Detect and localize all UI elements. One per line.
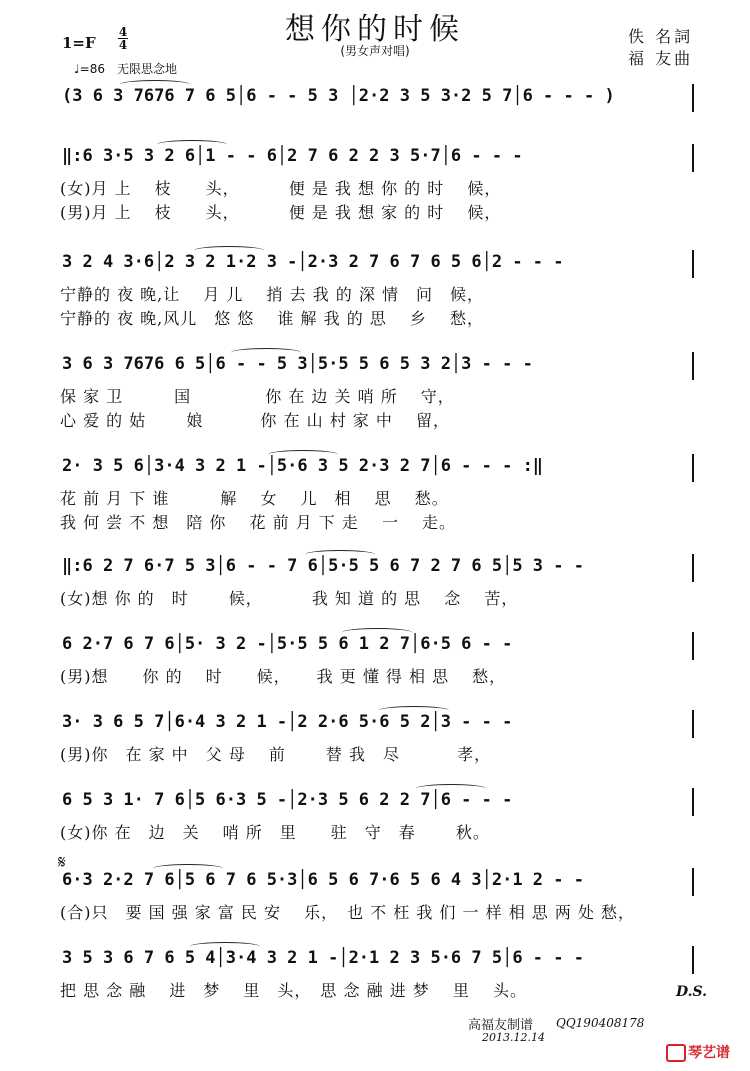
- meter-top: 4: [118, 25, 128, 39]
- barline: [692, 84, 694, 112]
- notation-row: 2· 3 5 6│3·4 3 2 1 -│5·6 3 5 2·3 2 7│6 - - - :‖: [62, 456, 544, 476]
- slur-mark: [379, 706, 449, 715]
- barline: [692, 554, 694, 582]
- barline: [692, 250, 694, 278]
- score-maker: 高福友制谱: [468, 1018, 534, 1033]
- time-signature: [118, 26, 128, 51]
- notation-row: 3 6 3 7676 6 5│6 - - 5 3│5·5 5 6 5 3 2│3 - - -: [62, 354, 533, 374]
- lyric-line: (男)月 上 枝 头， 便 是 我 想 家 的 时 候，: [60, 203, 502, 222]
- song-title: 想你的时候: [285, 12, 465, 47]
- lyric-line: (男)想 你 的 时 候， 我 更 懂 得 相 思 愁，: [60, 667, 507, 686]
- notation-row: 3· 3 6 5 7│6·4 3 2 1 -│2 2·6 5·6 5 2│3 - - -: [62, 712, 513, 732]
- barline: [692, 144, 694, 172]
- notation-row: (3 6 3 7676 7 6 5│6 - - 5 3 │2·2 3 5 3·2 5 7│6 - - - ): [62, 86, 615, 106]
- notation-row: ‖:6 3·5 3 2 6│1 - - 6│2 7 6 2 2 3 5·7│6 - - -: [62, 146, 523, 166]
- segno-sign: 𝄋: [58, 852, 66, 873]
- barline: [692, 710, 694, 738]
- meter-bottom: 4: [118, 38, 128, 52]
- lyric-line: 宁静的 夜 晚,风儿 悠 悠 谁 解 我 的 思 乡 愁，: [60, 309, 484, 328]
- notation-row: 6 5 3 1· 7 6│5 6·3 5 -│2·3 5 6 2 2 7│6 - - -: [62, 790, 513, 810]
- song-subtitle: (男女声对唱): [340, 44, 410, 58]
- logo-icon: [666, 1044, 686, 1062]
- barline: [692, 946, 694, 974]
- lyric-line: 宁静的 夜 晚,让 月 儿 捎 去 我 的 深 情 问 候，: [60, 285, 484, 304]
- slur-mark: [231, 348, 301, 357]
- lyricist-credit: 佚 名詞: [628, 27, 694, 46]
- lyric-line: 花 前 月 下 谁 解 女 儿 相 思 愁。: [60, 489, 449, 508]
- lyric-line: 把 思 念 融 进 梦 里 头， 思 念 融 进 梦 里 头。: [60, 981, 527, 1000]
- notation-row: ‖:6 2 7 6·7 5 3│6 - - 7 6│5·5 5 6 7 2 7 6 5│5 3 - -: [62, 556, 584, 576]
- maker-qq: QQ190408178: [556, 1016, 645, 1030]
- slur-mark: [342, 628, 412, 637]
- slur-mark: [120, 80, 190, 89]
- slur-mark: [190, 942, 260, 951]
- score-date: 2013.12.14: [482, 1031, 545, 1044]
- logo-text: 琴艺谱: [688, 1045, 730, 1061]
- slur-mark: [416, 784, 486, 793]
- lyric-line: 我 何 尝 不 想 陪 你 花 前 月 下 走 一 走。: [60, 513, 457, 532]
- lyric-line: (女)月 上 枝 头， 便 是 我 想 你 的 时 候，: [60, 179, 502, 198]
- slur-mark: [194, 246, 264, 255]
- barline: [692, 352, 694, 380]
- ds-marking: D.S.: [676, 984, 708, 1000]
- lyric-line: 心 爱 的 姑 娘 你 在 山 村 家 中 留，: [60, 411, 450, 430]
- composer-credit: 福 友曲: [628, 49, 694, 68]
- barline: [692, 788, 694, 816]
- notation-row: 6·3 2·2 7 6│5 6 7 6 5·3│6 5 6 7·6 5 6 4 3│2·1 2 - -: [62, 870, 584, 890]
- notation-row: 3 5 3 6 7 6 5 4│3·4 3 2 1 -│2·1 2 3 5·6 7 5│6 - - -: [62, 948, 584, 968]
- slur-mark: [305, 550, 375, 559]
- notation-row: 3 2 4 3·6│2 3 2 1·2 3 -│2·3 2 7 6 7 6 5 6│2 - - -: [62, 252, 564, 272]
- barline: [692, 868, 694, 896]
- lyric-line: (女)想 你 的 时 候， 我 知 道 的 思 念 苦，: [60, 589, 519, 608]
- lyric-line: (女)你 在 边 关 哨 所 里 驻 守 春 秋。: [60, 823, 490, 842]
- lyric-line: (合)只 要 国 强 家 富 民 安 乐， 也 不 枉 我 们 一 样 相 思 两 处 愁，: [60, 903, 636, 922]
- slur-mark: [153, 864, 223, 873]
- key-signature: 1=F: [62, 34, 96, 52]
- site-logo: [666, 1042, 730, 1062]
- lyric-line: 保 家 卫 国 你 在 边 关 哨 所 守，: [60, 387, 455, 406]
- slur-mark: [157, 140, 227, 149]
- tempo-marking: ♩=86 无限思念地: [74, 62, 177, 76]
- barline: [692, 632, 694, 660]
- barline: [692, 454, 694, 482]
- lyric-line: (男)你 在 家 中 父 母 前 替 我 尽 孝，: [60, 745, 492, 764]
- slur-mark: [268, 450, 338, 459]
- notation-row: 6 2·7 6 7 6│5· 3 2 -│5·5 5 6 1 2 7│6·5 6 - -: [62, 634, 513, 654]
